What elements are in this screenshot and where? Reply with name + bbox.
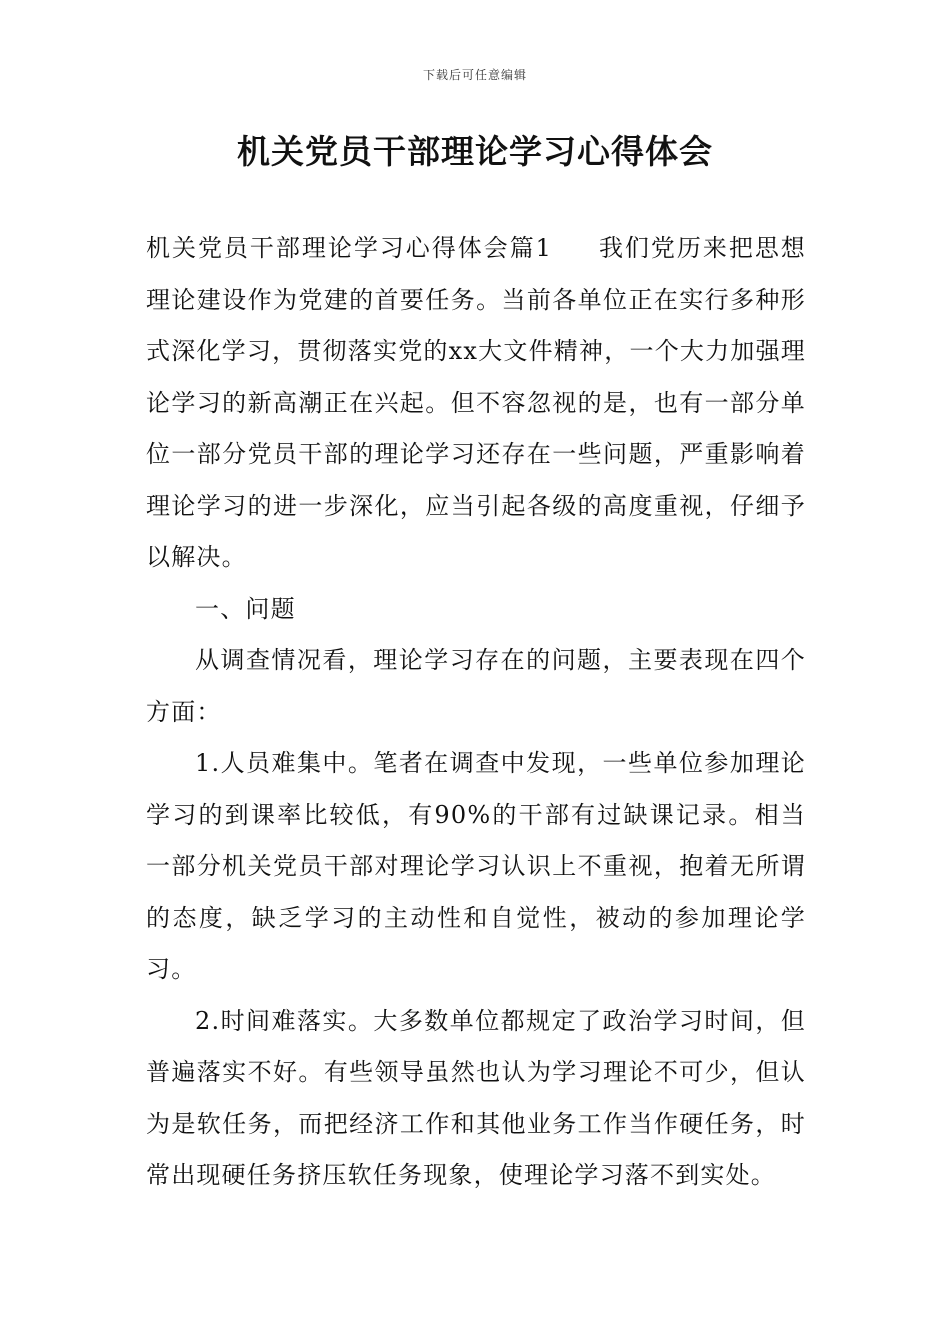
section-heading: 一、问题 — [195, 594, 296, 623]
intro-text: 我们党历来把思想理论建设作为党建的首要任务。当前各单位正在实行多种形式深化学习，贯彻落实党的xx大文件精神，一个大力加强理论学习的新高潮正在兴起。但不容忽视的是，也有一部分单位一部分党员干部的理论学习还存在一些问题，严重影响着理论学习的进一步深化，应当引起各级的高度重视，仔细予以解决。 — [146, 234, 807, 571]
paragraph-point-2: 2.时间难落实。大多数单位都规定了政治学习时间，但普遍落实不好。有些领导虽然也认为学习理论不可少，但认为是软任务，而把经济工作和其他业务工作当作硬任务，时常出现硬任务挤压软任务现象，使理论学习落不到实处。 — [146, 1006, 806, 1189]
header-note: 下载后可任意编辑 — [422, 68, 527, 82]
document-body — [146, 223, 806, 1202]
paragraph-point-1: 1.人员难集中。笔者在调查中发现，一些单位参加理论学习的到课率比较低，有90%的干部有过缺课记录。相当一部分机关党员干部对理论学习认识上不重视，抱着无所谓的态度，缺乏学习的主动性和自觉性，被动的参加理论学习。 — [146, 749, 806, 983]
intro-paragraph — [146, 223, 806, 584]
paragraph-overview: 从调查情况看，理论学习存在的问题，主要表现在四个方面： — [146, 646, 806, 726]
intro-lead: 机关党员干部理论学习心得体会篇1 — [146, 234, 553, 262]
document-title: 机关党员干部理论学习心得体会 — [237, 132, 713, 171]
